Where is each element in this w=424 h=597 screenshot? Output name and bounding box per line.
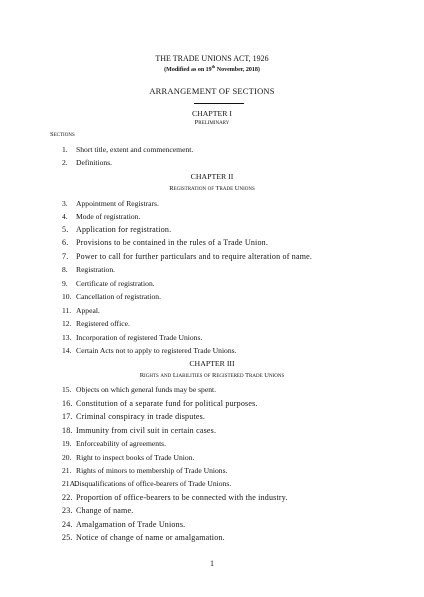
act-title: THE TRADE UNIONS ACT, 1926	[155, 54, 269, 63]
section-item	[62, 399, 258, 408]
section-title: Mode of registration.	[76, 212, 141, 221]
section-item	[62, 412, 205, 421]
section-number: 8.	[62, 265, 68, 274]
section-title: Amalgamation of Trade Unions.	[76, 520, 186, 529]
section-number: 13.	[62, 333, 72, 342]
section-title: Incorporation of registered Trade Unions.	[76, 333, 203, 342]
section-item	[62, 158, 112, 167]
section-title: Power to call for further particulars and to require alteration of name.	[76, 252, 313, 261]
section-item	[62, 306, 100, 315]
section-title: Provisions to be contained in the rules of a Trade Union.	[76, 238, 269, 247]
section-item	[62, 238, 268, 247]
section-number: 11.	[62, 306, 72, 315]
section-item	[62, 453, 194, 462]
chapter-3-heading: CHAPTER III	[189, 359, 235, 368]
section-title: Enforceability of agreements.	[76, 439, 167, 448]
section-item	[62, 265, 115, 274]
section-title: Proportion of office-bearers to be connected with the industry.	[76, 493, 288, 502]
page-number: 1	[210, 559, 214, 568]
section-item	[62, 385, 216, 394]
section-item	[62, 426, 216, 435]
section-item	[62, 292, 161, 301]
section-title: Appeal.	[76, 306, 100, 315]
section-number: 14.	[62, 346, 72, 355]
heading-divider	[194, 103, 244, 104]
section-item	[62, 319, 130, 328]
section-number: 19.	[62, 439, 72, 448]
section-number: 21.	[62, 466, 72, 475]
section-item	[62, 145, 193, 154]
arrangement-heading: ARRANGEMENT OF SECTIONS	[149, 86, 275, 96]
section-title: Constitution of a separate fund for political purposes.	[76, 399, 258, 408]
section-number: 25.	[62, 533, 73, 542]
section-number: 20.	[62, 453, 72, 462]
section-title: Definitions.	[76, 158, 113, 167]
section-number: 1.	[62, 145, 68, 154]
section-item	[62, 520, 185, 529]
section-number: 2.	[62, 158, 68, 167]
section-item	[62, 493, 288, 502]
modified-note-post: November, 2018)	[215, 67, 260, 73]
section-number: 9.	[62, 279, 68, 288]
modified-note-pre: (Modified as on 19	[164, 67, 212, 73]
chapter-1-subheading: Preliminary	[194, 119, 230, 126]
section-item	[62, 199, 159, 208]
section-number: 3.	[62, 199, 68, 208]
section-item	[62, 225, 171, 234]
section-item	[62, 333, 202, 342]
section-item	[62, 439, 166, 448]
section-title: Immunity from civil suit in certain cases.	[76, 426, 217, 435]
modified-note-sup: th	[211, 64, 216, 69]
section-title: Change of name.	[76, 506, 134, 515]
section-title: Cancellation of registration.	[76, 292, 161, 301]
section-number: 5.	[62, 225, 69, 234]
section-item	[62, 212, 140, 221]
section-number: 7.	[62, 252, 69, 261]
section-item	[62, 346, 237, 355]
section-item	[62, 466, 227, 475]
sections-label: Sections	[50, 131, 75, 138]
section-title: Short title, extent and commencement.	[76, 145, 194, 154]
section-title: Appointment of Registrars.	[76, 199, 159, 208]
section-number: 10.	[62, 292, 72, 301]
section-item	[62, 279, 155, 288]
section-title: Registration.	[76, 265, 116, 274]
section-number: 21A.	[62, 479, 77, 488]
section-title: Right to inspect books of Trade Union.	[76, 453, 195, 462]
section-number: 16.	[62, 399, 73, 408]
section-title: Rights of minors to membership of Trade Unions.	[76, 466, 228, 475]
chapter-2-subheading: Registration of Trade Unions	[169, 185, 255, 192]
section-title: Disqualifications of office-bearers of Trade Unions.	[74, 479, 232, 488]
section-item	[62, 533, 225, 542]
chapter-2-heading: CHAPTER II	[190, 172, 234, 181]
section-title: Notice of change of name or amalgamation.	[76, 533, 225, 542]
section-item	[62, 252, 312, 261]
section-number: 22.	[62, 493, 73, 502]
section-title: Certificate of registration.	[76, 279, 155, 288]
section-title: Registered office.	[76, 319, 130, 328]
section-number: 12.	[62, 319, 72, 328]
section-number: 4.	[62, 212, 68, 221]
section-item	[62, 479, 231, 488]
section-title: Application for registration.	[76, 225, 172, 234]
modified-note	[0, 64, 424, 73]
section-number: 23.	[62, 506, 73, 515]
section-title: Certain Acts not to apply to registered Trade Unions.	[76, 346, 237, 355]
chapter-3-subheading: Rights and Liabilities of Registered Trade Unions	[139, 372, 285, 379]
section-item	[62, 506, 133, 515]
section-number: 17.	[62, 412, 73, 421]
section-title: Criminal conspiracy in trade disputes.	[76, 412, 206, 421]
chapter-1-heading: CHAPTER I	[191, 109, 233, 118]
section-number: 24.	[62, 520, 73, 529]
section-number: 18.	[62, 426, 73, 435]
section-title: Objects on which general funds may be spent.	[76, 385, 217, 394]
section-number: 15.	[62, 385, 72, 394]
section-number: 6.	[62, 238, 69, 247]
